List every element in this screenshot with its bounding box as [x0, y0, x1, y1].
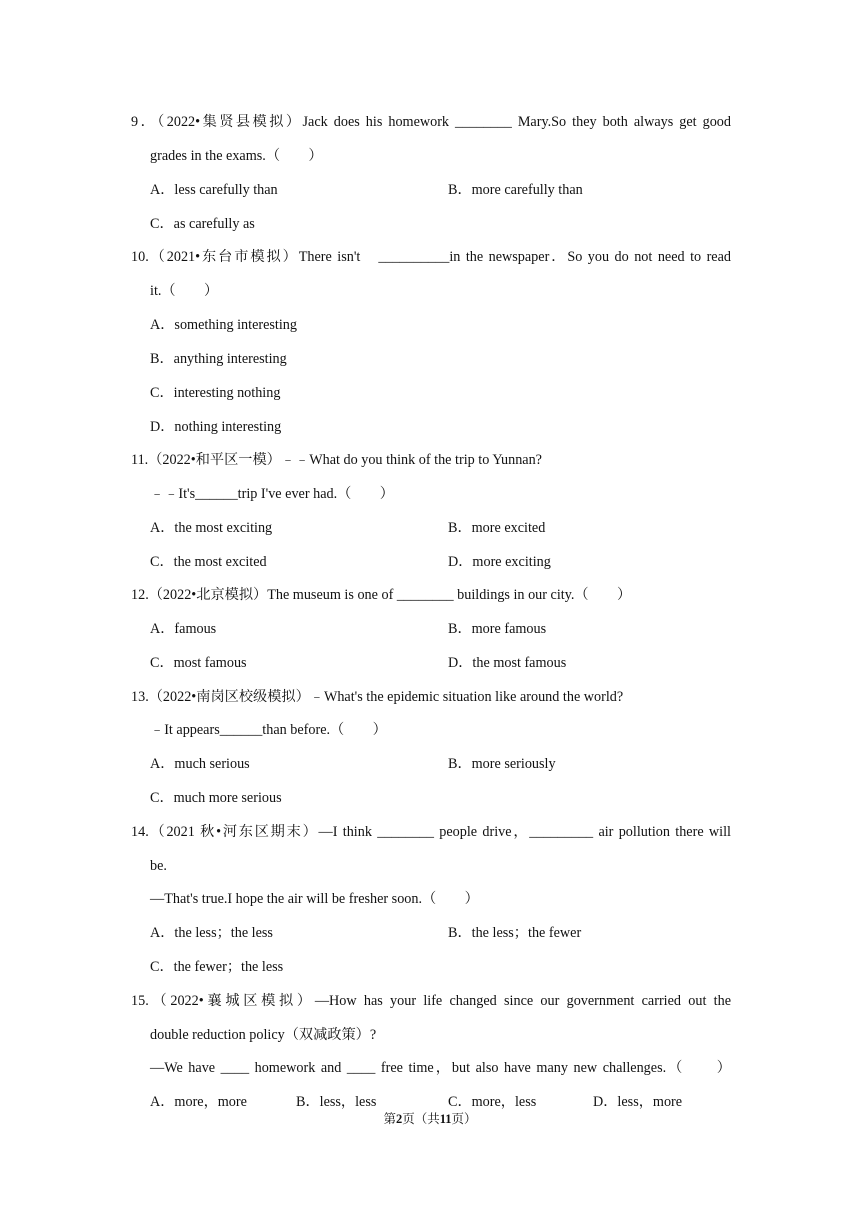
question-12-option-c: C．most famous [150, 655, 247, 671]
question-10-option-d: D．nothing interesting [150, 419, 282, 435]
question-10-stem-cont: it.（ ） [150, 283, 219, 299]
question-13-option-a: A．much serious [150, 756, 250, 772]
question-12-stem: 12.（2022•北京模拟）The museum is one of ________ buildings in our city.（ ） [131, 587, 632, 603]
question-10-option-c: C．interesting nothing [150, 385, 281, 401]
question-11-stem: 11.（2022•和平区一模）﹣﹣What do you think of the trip to Yunnan? [131, 452, 542, 468]
question-11-option-a: A．the most exciting [150, 520, 273, 536]
footer-prefix: 第 [383, 1112, 396, 1126]
footer-total-pages: 11 [439, 1112, 452, 1126]
question-14-stem: 14.（2021 秋•河东区期末）—I think ________ people drive，_________ air pollution there will [131, 824, 731, 840]
question-15-stem-cont: double reduction policy（双减政策）? [150, 1027, 377, 1043]
question-12-option-d: D．the most famous [448, 655, 567, 671]
question-9-stem-cont: grades in the exams.（ ） [150, 148, 323, 164]
question-10-option-a: A．something interesting [150, 317, 297, 333]
page-footer [0, 1111, 860, 1127]
question-14-stem-cont: be. [150, 858, 167, 874]
question-11-option-d: D．more exciting [448, 554, 551, 570]
question-9-option-b: B．more carefully than [448, 182, 583, 198]
question-11-option-b: B．more excited [448, 520, 546, 536]
question-9-stem: 9．（2022•集贤县模拟）Jack does his homework ________ Mary.So they both always get good [131, 114, 731, 130]
footer-middle: 页（共 [402, 1112, 440, 1126]
footer-suffix: 页） [451, 1112, 477, 1126]
question-15-option-c: C．more，less [448, 1094, 537, 1110]
question-14-option-c: C．the fewer；the less [150, 959, 284, 975]
question-10-stem: 10.（2021•东台市模拟）There isn't __________in the newspaper．So you do not need to read [131, 249, 731, 265]
question-11-stem-cont: ﹣﹣It's______trip I've ever had.（ ） [150, 486, 394, 502]
question-13-stem-cont: ﹣It appears______than before.（ ） [150, 722, 387, 738]
question-13-option-b: B．more seriously [448, 756, 556, 772]
question-9-option-a: A．less carefully than [150, 182, 278, 198]
question-13-option-c: C．much more serious [150, 790, 282, 806]
question-14-dialogue: —That's true.I hope the air will be fresher soon.（ ） [150, 891, 479, 907]
question-10-option-b: B．anything interesting [150, 351, 287, 367]
question-15-option-a: A．more，more [150, 1094, 247, 1110]
question-12-option-b: B．more famous [448, 621, 547, 637]
question-11-option-c: C．the most excited [150, 554, 267, 570]
question-15-option-d: D．less，more [593, 1094, 683, 1110]
question-15-dialogue: —We have ____ homework and ____ free time，but also have many new challenges.（ ） [150, 1060, 731, 1076]
footer-page-number: 2 [395, 1112, 403, 1126]
question-14-option-b: B．the less；the fewer [448, 925, 582, 941]
question-9-option-c: C．as carefully as [150, 216, 255, 232]
question-12-option-a: A．famous [150, 621, 217, 637]
question-13-stem: 13.（2022•南岗区校级模拟）﹣What's the epidemic situation like around the world? [131, 689, 624, 705]
question-14-option-a: A．the less；the less [150, 925, 273, 941]
question-15-option-b: B．less，less [296, 1094, 377, 1110]
question-15-stem: 15.（2022•襄城区模拟）—How has your life changed since our government carried out the [131, 993, 731, 1009]
